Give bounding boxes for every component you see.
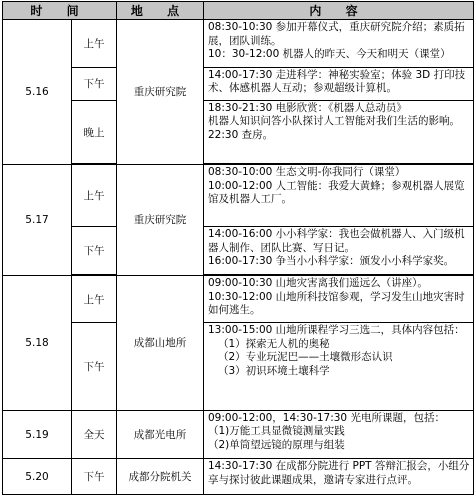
table-row	[3, 459, 474, 495]
period-cell: 下午	[72, 67, 117, 100]
header-place: 地 点	[117, 2, 204, 20]
table-row	[3, 67, 474, 100]
table-row	[3, 275, 474, 323]
table-row	[3, 100, 474, 164]
period-cell: 下午	[72, 227, 117, 276]
content-line: 13:00-15:00 山地所课程学习三选二，具体内容包括：	[208, 324, 465, 337]
table-header-row	[3, 2, 474, 20]
content-cell	[204, 20, 474, 68]
content-line: （1)万能工具显微镜测量实践	[208, 425, 345, 438]
content-line: （2）专业玩泥巴——土壤微形态认识	[218, 351, 393, 364]
period-cell: 晚上	[72, 100, 117, 164]
table-row	[3, 410, 474, 459]
table-row	[3, 227, 474, 276]
content-cell	[204, 67, 474, 100]
place-cell: 重庆研究院	[117, 20, 204, 165]
place-cell: 成都光电所	[117, 410, 204, 459]
content-cell	[204, 164, 474, 227]
period-cell: 上午	[72, 275, 117, 323]
content-line: 14:00-16:00 小小科学家：我也会做机器人、入门级机器人制作、团队比赛、写日记。	[208, 228, 465, 254]
period-cell: 下午	[72, 323, 117, 410]
content-line: 18:30-21:30 电影欣赏：《机器人总动员》	[208, 101, 407, 114]
content-line: 09:00-12:00，14:30-17:30 光电所课题，包括：	[208, 411, 445, 424]
content-line: （1）探索无人机的奥秘	[218, 337, 330, 350]
content-cell	[204, 410, 474, 459]
date-cell: 5.18	[3, 275, 72, 410]
period-cell: 全天	[72, 410, 117, 459]
date-cell: 5.20	[3, 459, 72, 495]
place-cell: 重庆研究院	[117, 164, 204, 275]
content-cell	[204, 323, 474, 410]
table-row	[3, 164, 474, 227]
content-line: 16:00-17:30 争当小小科学家：颁发小小科学家奖。	[208, 255, 455, 268]
content-line: 22:30 查房。	[208, 128, 274, 141]
place-cell: 成都分院机关	[117, 459, 204, 495]
date-cell: 5.17	[3, 164, 72, 275]
content-line: 14:30-17:30 在成都分院进行 PPT 答辩汇报会，小组分享与探讨彼此课题成果，邀请专家进行点评。	[208, 460, 470, 486]
date-cell: 5.16	[3, 20, 72, 165]
content-line: 10：30-12:00 机器人的昨天、今天和明天（课堂）	[208, 48, 451, 60]
table-row	[3, 323, 474, 410]
content-line: （3）初识环境土壤科学	[218, 364, 330, 377]
content-line: 09:00-10:30 山地灾害离我们遥远么（讲座）。	[208, 277, 428, 290]
content-line: 10:00-12:00 人工智能：我爱大黄蜂；参观机器人展览馆及机器人工厂。	[208, 179, 465, 206]
content-line: 08:30-10:00 生态文明-你我同行（课堂）	[208, 166, 406, 179]
period-cell: 下午	[72, 459, 117, 495]
content-line: 08:30-10:30 参加开幕仪式，重庆研究院介绍；素质拓展，团队训练。	[208, 21, 465, 47]
date-cell: 5.19	[3, 410, 72, 459]
period-cell: 上午	[72, 20, 117, 68]
place-cell: 成都山地所	[117, 275, 204, 410]
period-cell: 上午	[72, 164, 117, 227]
content-cell	[204, 275, 474, 323]
content-cell	[204, 100, 474, 164]
content-cell	[204, 459, 474, 495]
content-line: 10:30-12:00 山地所科技馆参观，学习发生山地灾害时如何逃生。	[208, 290, 465, 317]
header-time: 时 间	[3, 2, 117, 20]
schedule-table	[2, 1, 474, 495]
content-line: 14:00-17:30 走进科学：神秘实验室；体验 3D 打印技术、体感机器人互动；参观超级计算机。	[208, 68, 466, 94]
content-cell	[204, 227, 474, 276]
content-line: （2)单筒望远镜的原理与组装	[208, 438, 345, 451]
table-row	[3, 20, 474, 68]
header-content: 内 容	[204, 2, 474, 20]
content-line: 机器人知识问答小队探讨人工智能对我们生活的影响。	[208, 115, 460, 128]
